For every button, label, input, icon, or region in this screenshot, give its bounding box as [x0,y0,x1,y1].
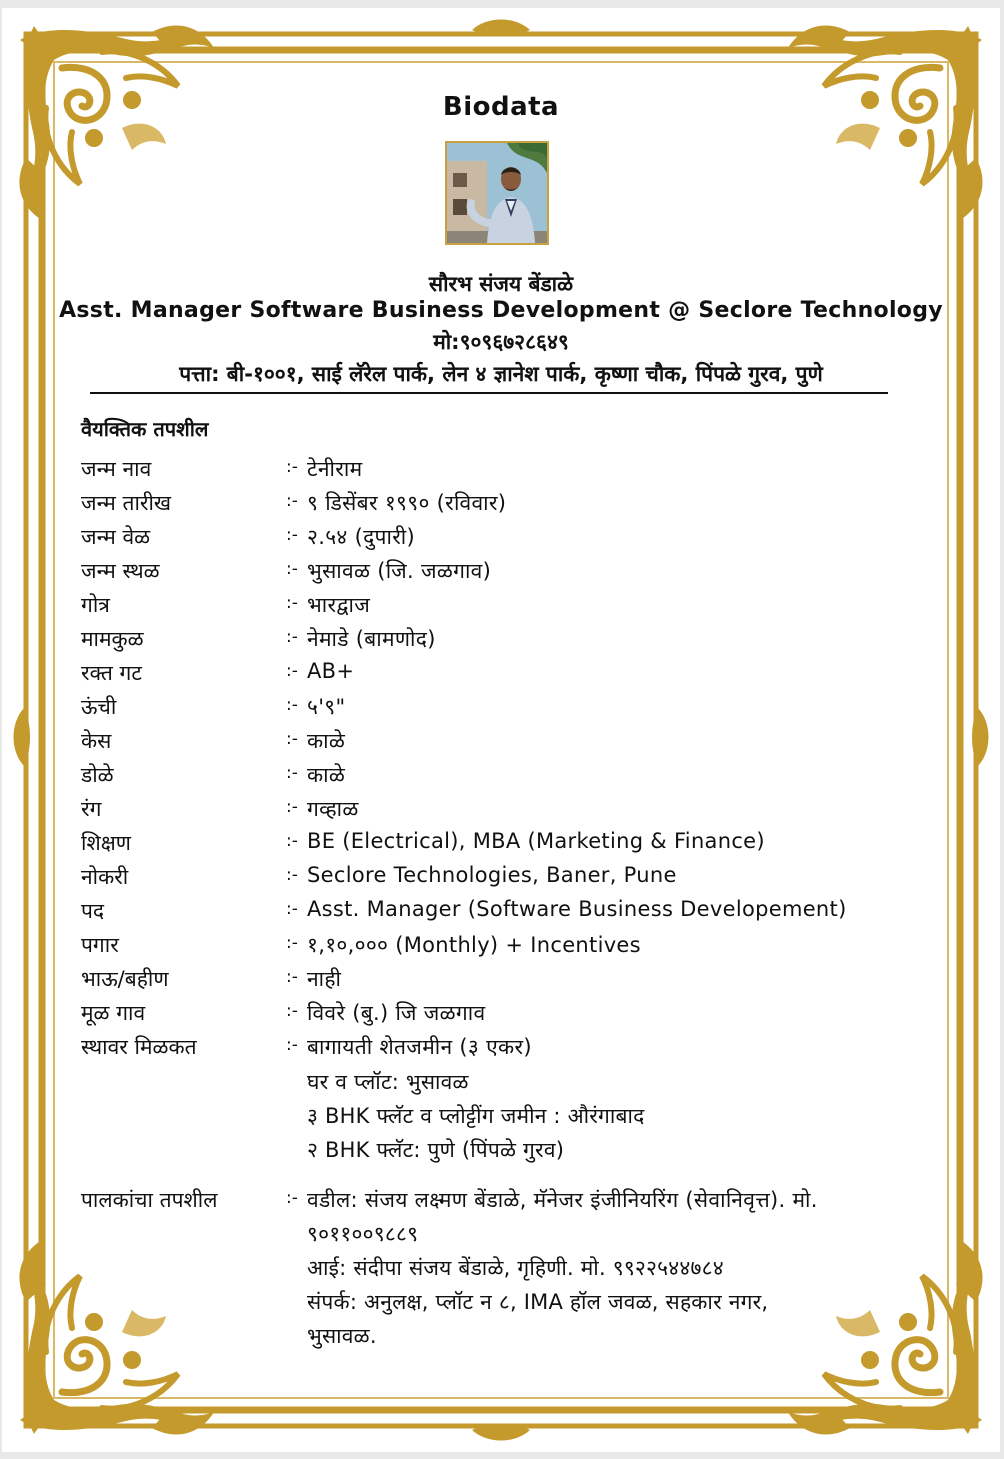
separator: :- [286,1035,298,1055]
detail-value: ९ डिसेंबर १९९० (रविवार) [307,491,507,515]
profile-photo [445,141,549,245]
detail-label: पद [81,899,105,923]
detail-row [2,691,1000,725]
detail-row [2,555,1000,589]
detail-label: जन्म स्थळ [81,559,160,583]
detail-value: १,१०,००० (Monthly) + Incentives [307,933,641,957]
detail-row [2,895,1000,929]
separator: :- [286,491,298,511]
separator: :- [286,967,298,987]
detail-label: डोळे [81,763,114,787]
separator: :- [286,797,298,817]
separator: :- [286,661,298,681]
detail-value: २.५४ (दुपारी) [307,525,416,549]
detail-label: पगार [81,933,119,957]
detail-label: नोकरी [81,865,129,889]
parents-line: आई: संदीपा संजय बेंडाळे, गृहिणी. मो. ९९२२५४४७८४ [307,1256,724,1280]
separator: :- [286,627,298,647]
detail-row [2,997,1000,1031]
biodata-page [2,8,1000,1452]
separator: :- [286,933,298,953]
separator: :- [286,831,298,851]
parents-line: वडील: संजय लक्ष्मण बेंडाळे, मॅनेजर इंजीनियरिंग (सेवानिवृत्त). मो. [307,1188,818,1212]
separator: :- [286,525,298,545]
detail-label: मूळ गाव [81,1001,146,1025]
detail-label: केस [81,729,112,753]
detail-row [2,521,1000,555]
detail-value: काळे [307,729,346,753]
detail-value: AB+ [307,659,355,683]
property-line: २ BHK फ्लॅट: पुणे (पिंपळे गुरव) [307,1138,565,1162]
section-title-personal: वैयक्तिक तपशील [81,417,209,441]
detail-value: नाही [307,967,342,991]
biodata-content [2,8,1000,1452]
detail-label: जन्म वेळ [81,525,151,549]
separator: :- [286,457,298,477]
parents-row [2,1184,1000,1218]
separator: :- [286,559,298,579]
detail-row [2,589,1000,623]
separator: :- [286,763,298,783]
detail-row [2,1031,1000,1065]
detail-row [2,759,1000,793]
detail-row [2,793,1000,827]
detail-row [2,657,1000,691]
parents-line: संपर्क: अनुलक्ष, प्लॉट न ८, IMA हॉल जवळ, सहकार नगर, [307,1290,769,1314]
separator: :- [286,865,298,885]
address-underline [90,392,888,394]
detail-value: भारद्वाज [307,593,371,617]
separator: :- [286,695,298,715]
parents-label: पालकांचा तपशील [81,1188,218,1212]
separator: :- [286,1188,298,1208]
detail-label: जन्म तारीख [81,491,172,515]
candidate-name: सौरभ संजय बेंडाळे [428,272,574,296]
detail-value: नेमाडे (बामणोद) [307,627,436,651]
candidate-phone: मो:९०९६७२८६४९ [433,330,569,354]
detail-row [2,963,1000,997]
detail-row [2,929,1000,963]
page-title: Biodata [442,92,560,122]
detail-label: गोत्र [81,593,110,617]
detail-value: Asst. Manager (Software Business Developement) [307,897,847,921]
detail-label: भाऊ/बहीण [81,967,169,991]
detail-row [2,487,1000,521]
property-line: ३ BHK फ्लॅट व प्लोट्टींग जमीन : औरंगाबाद [307,1104,645,1128]
detail-value: गव्हाळ [307,797,359,821]
detail-value: ५'९" [307,695,346,719]
detail-label: रक्त गट [81,661,142,685]
detail-row [2,623,1000,657]
detail-value: टेनीराम [307,457,363,481]
detail-value: विवरे (बु.) जि जळगाव [307,1001,486,1025]
parents-line: ९०११००९८८९ [307,1222,419,1246]
detail-value: BE (Electrical), MBA (Marketing & Finance) [307,829,765,853]
detail-label: रंग [81,797,102,821]
candidate-address: पत्ता: बी-१००१, साई लॅरेल पार्क, लेन ४ ज्ञानेश पार्क, कृष्णा चौक, पिंपळे गुरव, पुणे [179,362,823,386]
detail-value: काळे [307,763,346,787]
detail-label: मामकुळ [81,627,144,651]
separator: :- [286,729,298,749]
property-line: घर व प्लॉट: भुसावळ [307,1070,469,1094]
detail-value: Seclore Technologies, Baner, Pune [307,863,677,887]
parents-line: भुसावळ. [307,1324,377,1348]
separator: :- [286,1001,298,1021]
candidate-designation: Asst. Manager Software Business Development @ Seclore Technology [59,298,943,323]
detail-value: बागायती शेतजमीन (३ एकर) [307,1035,532,1059]
detail-row [2,861,1000,895]
detail-row [2,725,1000,759]
detail-label: स्थावर मिळकत [81,1035,197,1059]
detail-label: शिक्षण [81,831,131,855]
detail-label: ऊंची [81,695,117,719]
separator: :- [286,899,298,919]
detail-row [2,453,1000,487]
detail-label: जन्म नाव [81,457,152,481]
profile-photo-image [447,143,547,243]
separator: :- [286,593,298,613]
detail-row [2,827,1000,861]
detail-value: भुसावळ (जि. जळगाव) [307,559,492,583]
